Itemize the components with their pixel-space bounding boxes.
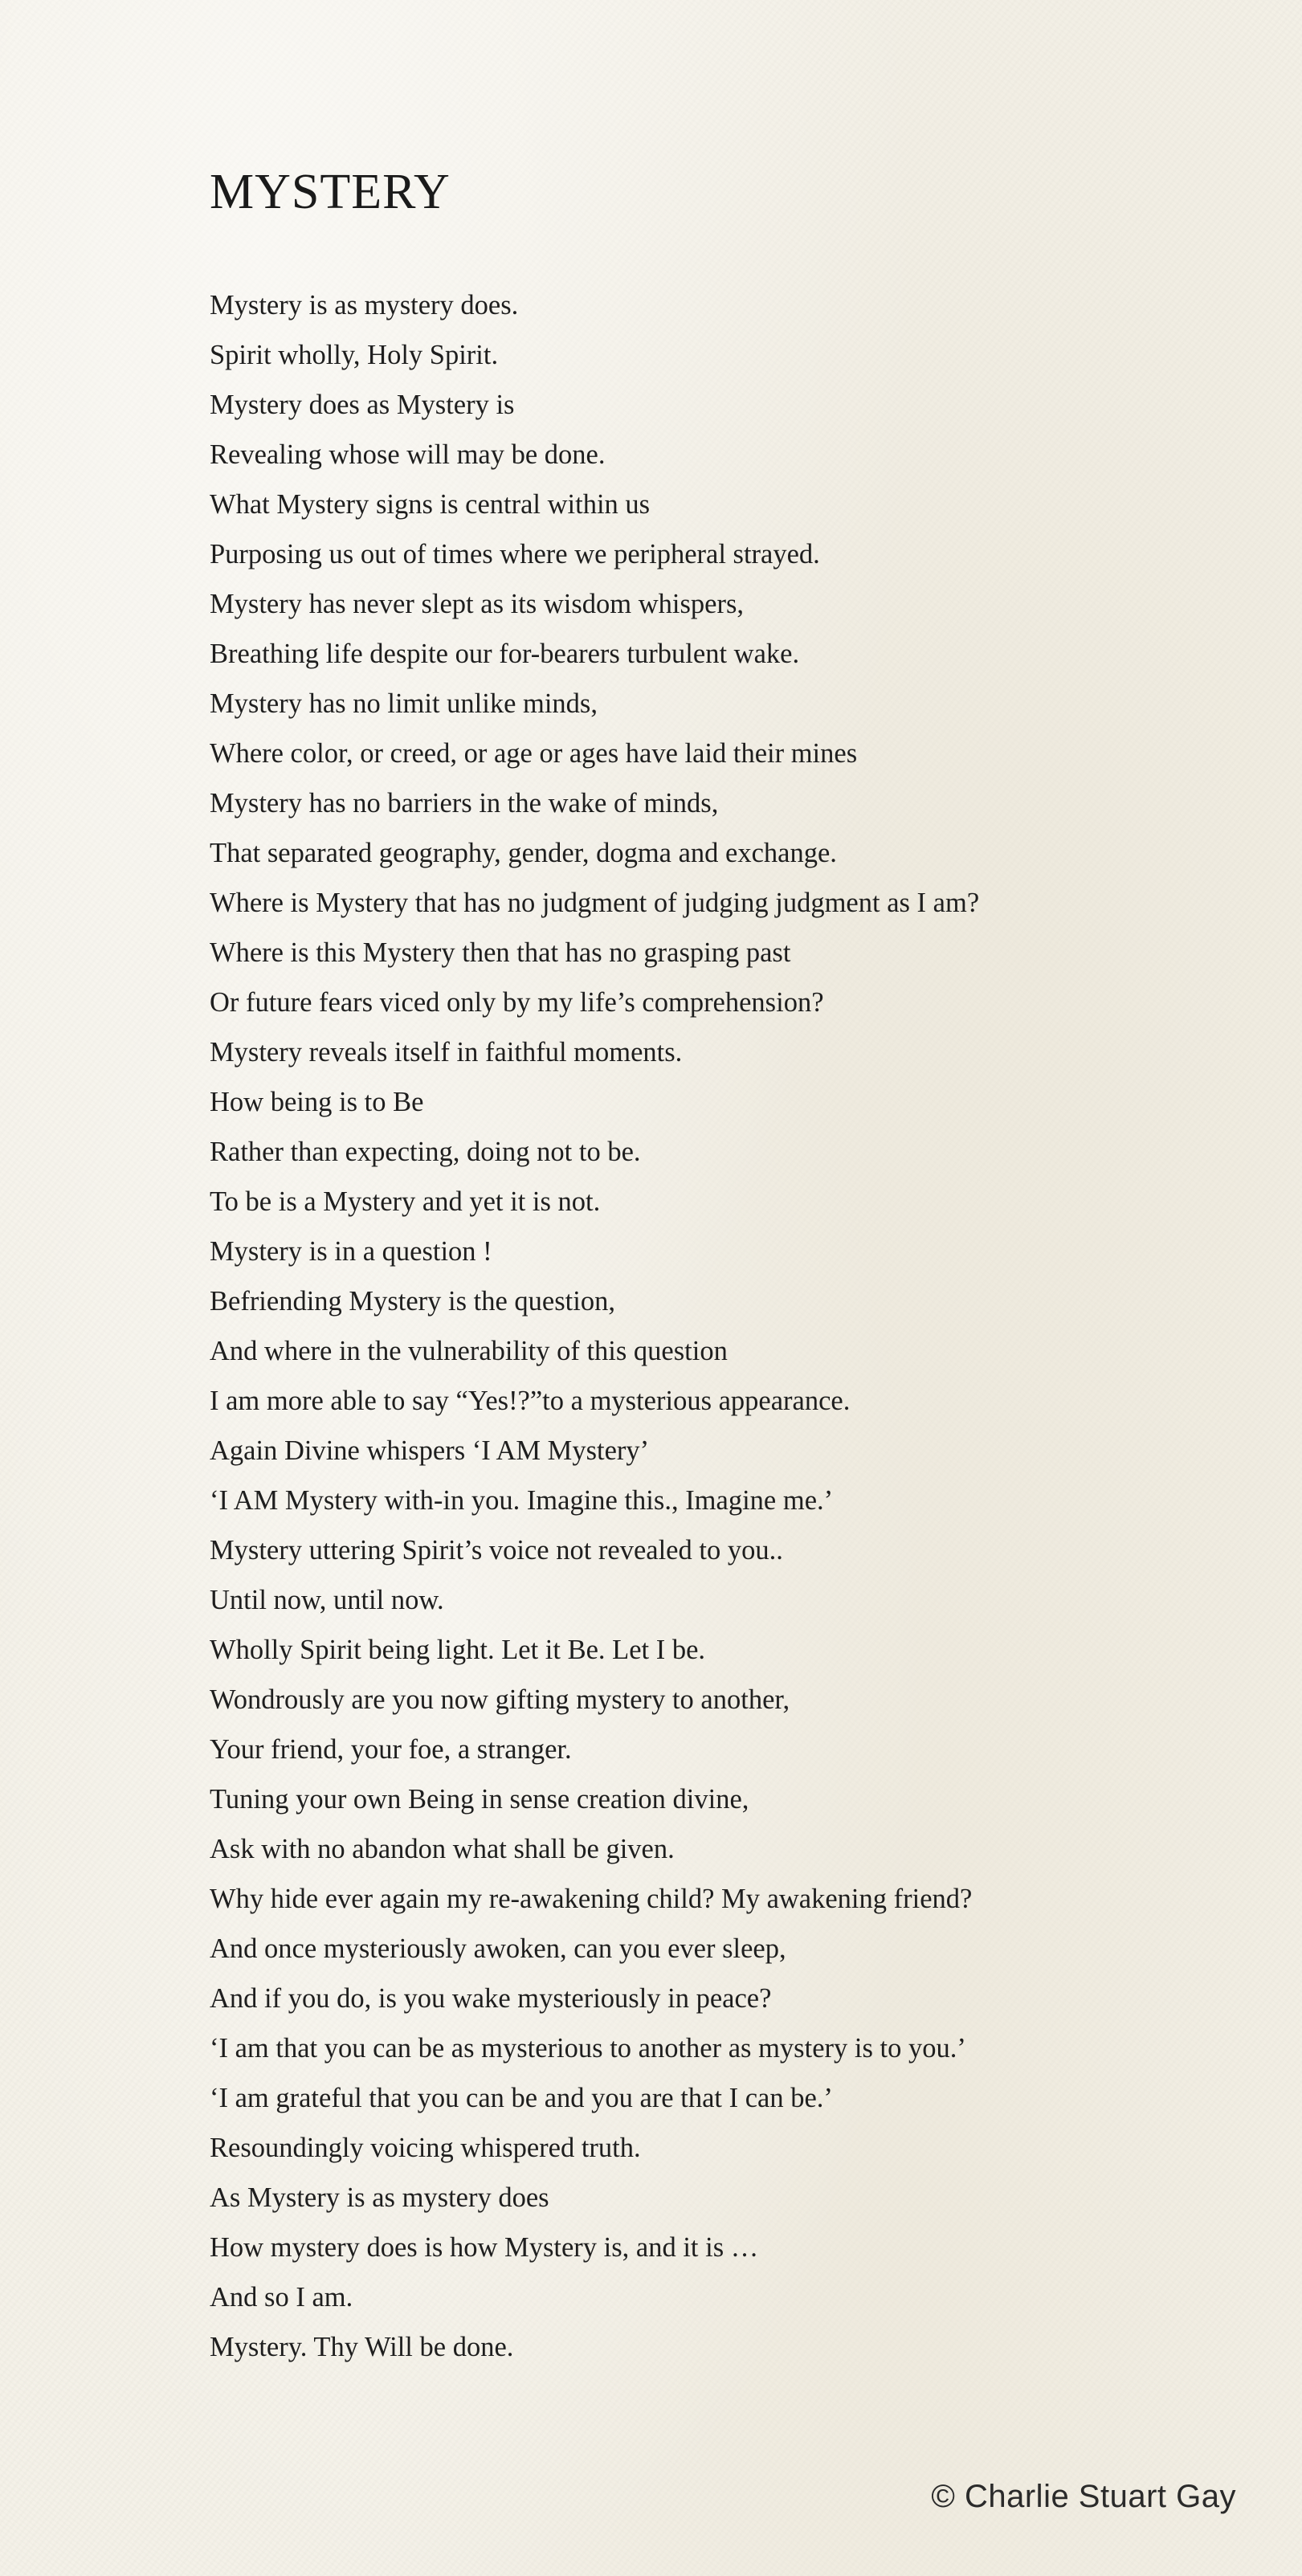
poem-title: MYSTERY <box>210 165 451 219</box>
poem-line: Your friend, your foe, a stranger. <box>210 1734 572 1765</box>
poem-line: Tuning your own Being in sense creation divine, <box>210 1784 749 1815</box>
poem-line: Purposing us out of times where we peripheral strayed. <box>210 539 820 569</box>
poem-line: To be is a Mystery and yet it is not. <box>210 1186 601 1217</box>
poem-line: How mystery does is how Mystery is, and it is … <box>210 2232 759 2263</box>
poem-line: Spirit wholly, Holy Spirit. <box>210 340 499 370</box>
poem-line: ‘I am grateful that you can be and you are that I can be.’ <box>210 2083 833 2113</box>
poem-line: That separated geography, gender, dogma and exchange. <box>210 838 837 868</box>
poem-line: Until now, until now. <box>210 1585 444 1615</box>
poem-line: Mystery is as mystery does. <box>210 290 519 320</box>
poem-line: What Mystery signs is central within us <box>210 489 651 520</box>
poem-line: And once mysteriously awoken, can you ever sleep, <box>210 1933 786 1964</box>
poem-line: And so I am. <box>210 2282 353 2313</box>
poem-line: Again Divine whispers ‘I AM Mystery’ <box>210 1435 650 1466</box>
poem-line: ‘I AM Mystery with-in you. Imagine this., Imagine me.’ <box>210 1485 834 1516</box>
poem-line: Where is this Mystery then that has no grasping past <box>210 937 791 968</box>
poem-line: Mystery. Thy Will be done. <box>210 2332 514 2362</box>
poem-line: Why hide ever again my re-awakening child? My awakening friend? <box>210 1884 973 1914</box>
poem-line: Mystery uttering Spirit’s voice not revealed to you.. <box>210 1535 783 1566</box>
poem-line: Wondrously are you now gifting mystery to another, <box>210 1684 790 1715</box>
poem-line: I am more able to say “Yes!?”to a mysterious appearance. <box>210 1386 851 1416</box>
poem-line: As Mystery is as mystery does <box>210 2182 549 2213</box>
poem-line: Mystery has no barriers in the wake of minds, <box>210 788 719 819</box>
poem-line: Resoundingly voicing whispered truth. <box>210 2133 641 2163</box>
poem-line: And where in the vulnerability of this question <box>210 1336 728 1366</box>
poem-line: Wholly Spirit being light. Let it Be. Let I be. <box>210 1635 706 1665</box>
poem-line: How being is to Be <box>210 1087 424 1117</box>
poem-line: ‘I am that you can be as mysterious to another as mystery is to you.’ <box>210 2033 966 2064</box>
poem-line: Breathing life despite our for-bearers turbulent wake. <box>210 639 800 669</box>
poem-line: Mystery has no limit unlike minds, <box>210 688 598 719</box>
poem-line: And if you do, is you wake mysteriously in peace? <box>210 1983 772 2014</box>
poem-line: Mystery does as Mystery is <box>210 390 515 420</box>
poem-body <box>210 285 979 2377</box>
poem-line: Befriending Mystery is the question, <box>210 1286 615 1317</box>
copyright-notice: © Charlie Stuart Gay <box>931 2479 1236 2514</box>
poem-line: Mystery reveals itself in faithful moments. <box>210 1037 683 1068</box>
poem-line: Revealing whose will may be done. <box>210 439 606 470</box>
poem-line: Ask with no abandon what shall be given. <box>210 1834 675 1864</box>
poem-line: Where color, or creed, or age or ages have laid their mines <box>210 738 858 769</box>
poem-line: Or future fears viced only by my life’s comprehension? <box>210 987 824 1018</box>
poem-line: Where is Mystery that has no judgment of judging judgment as I am? <box>210 888 980 918</box>
poem-line: Rather than expecting, doing not to be. <box>210 1137 641 1167</box>
poem-line: Mystery is in a question ! <box>210 1236 492 1267</box>
poem-line: Mystery has never slept as its wisdom whispers, <box>210 589 745 619</box>
